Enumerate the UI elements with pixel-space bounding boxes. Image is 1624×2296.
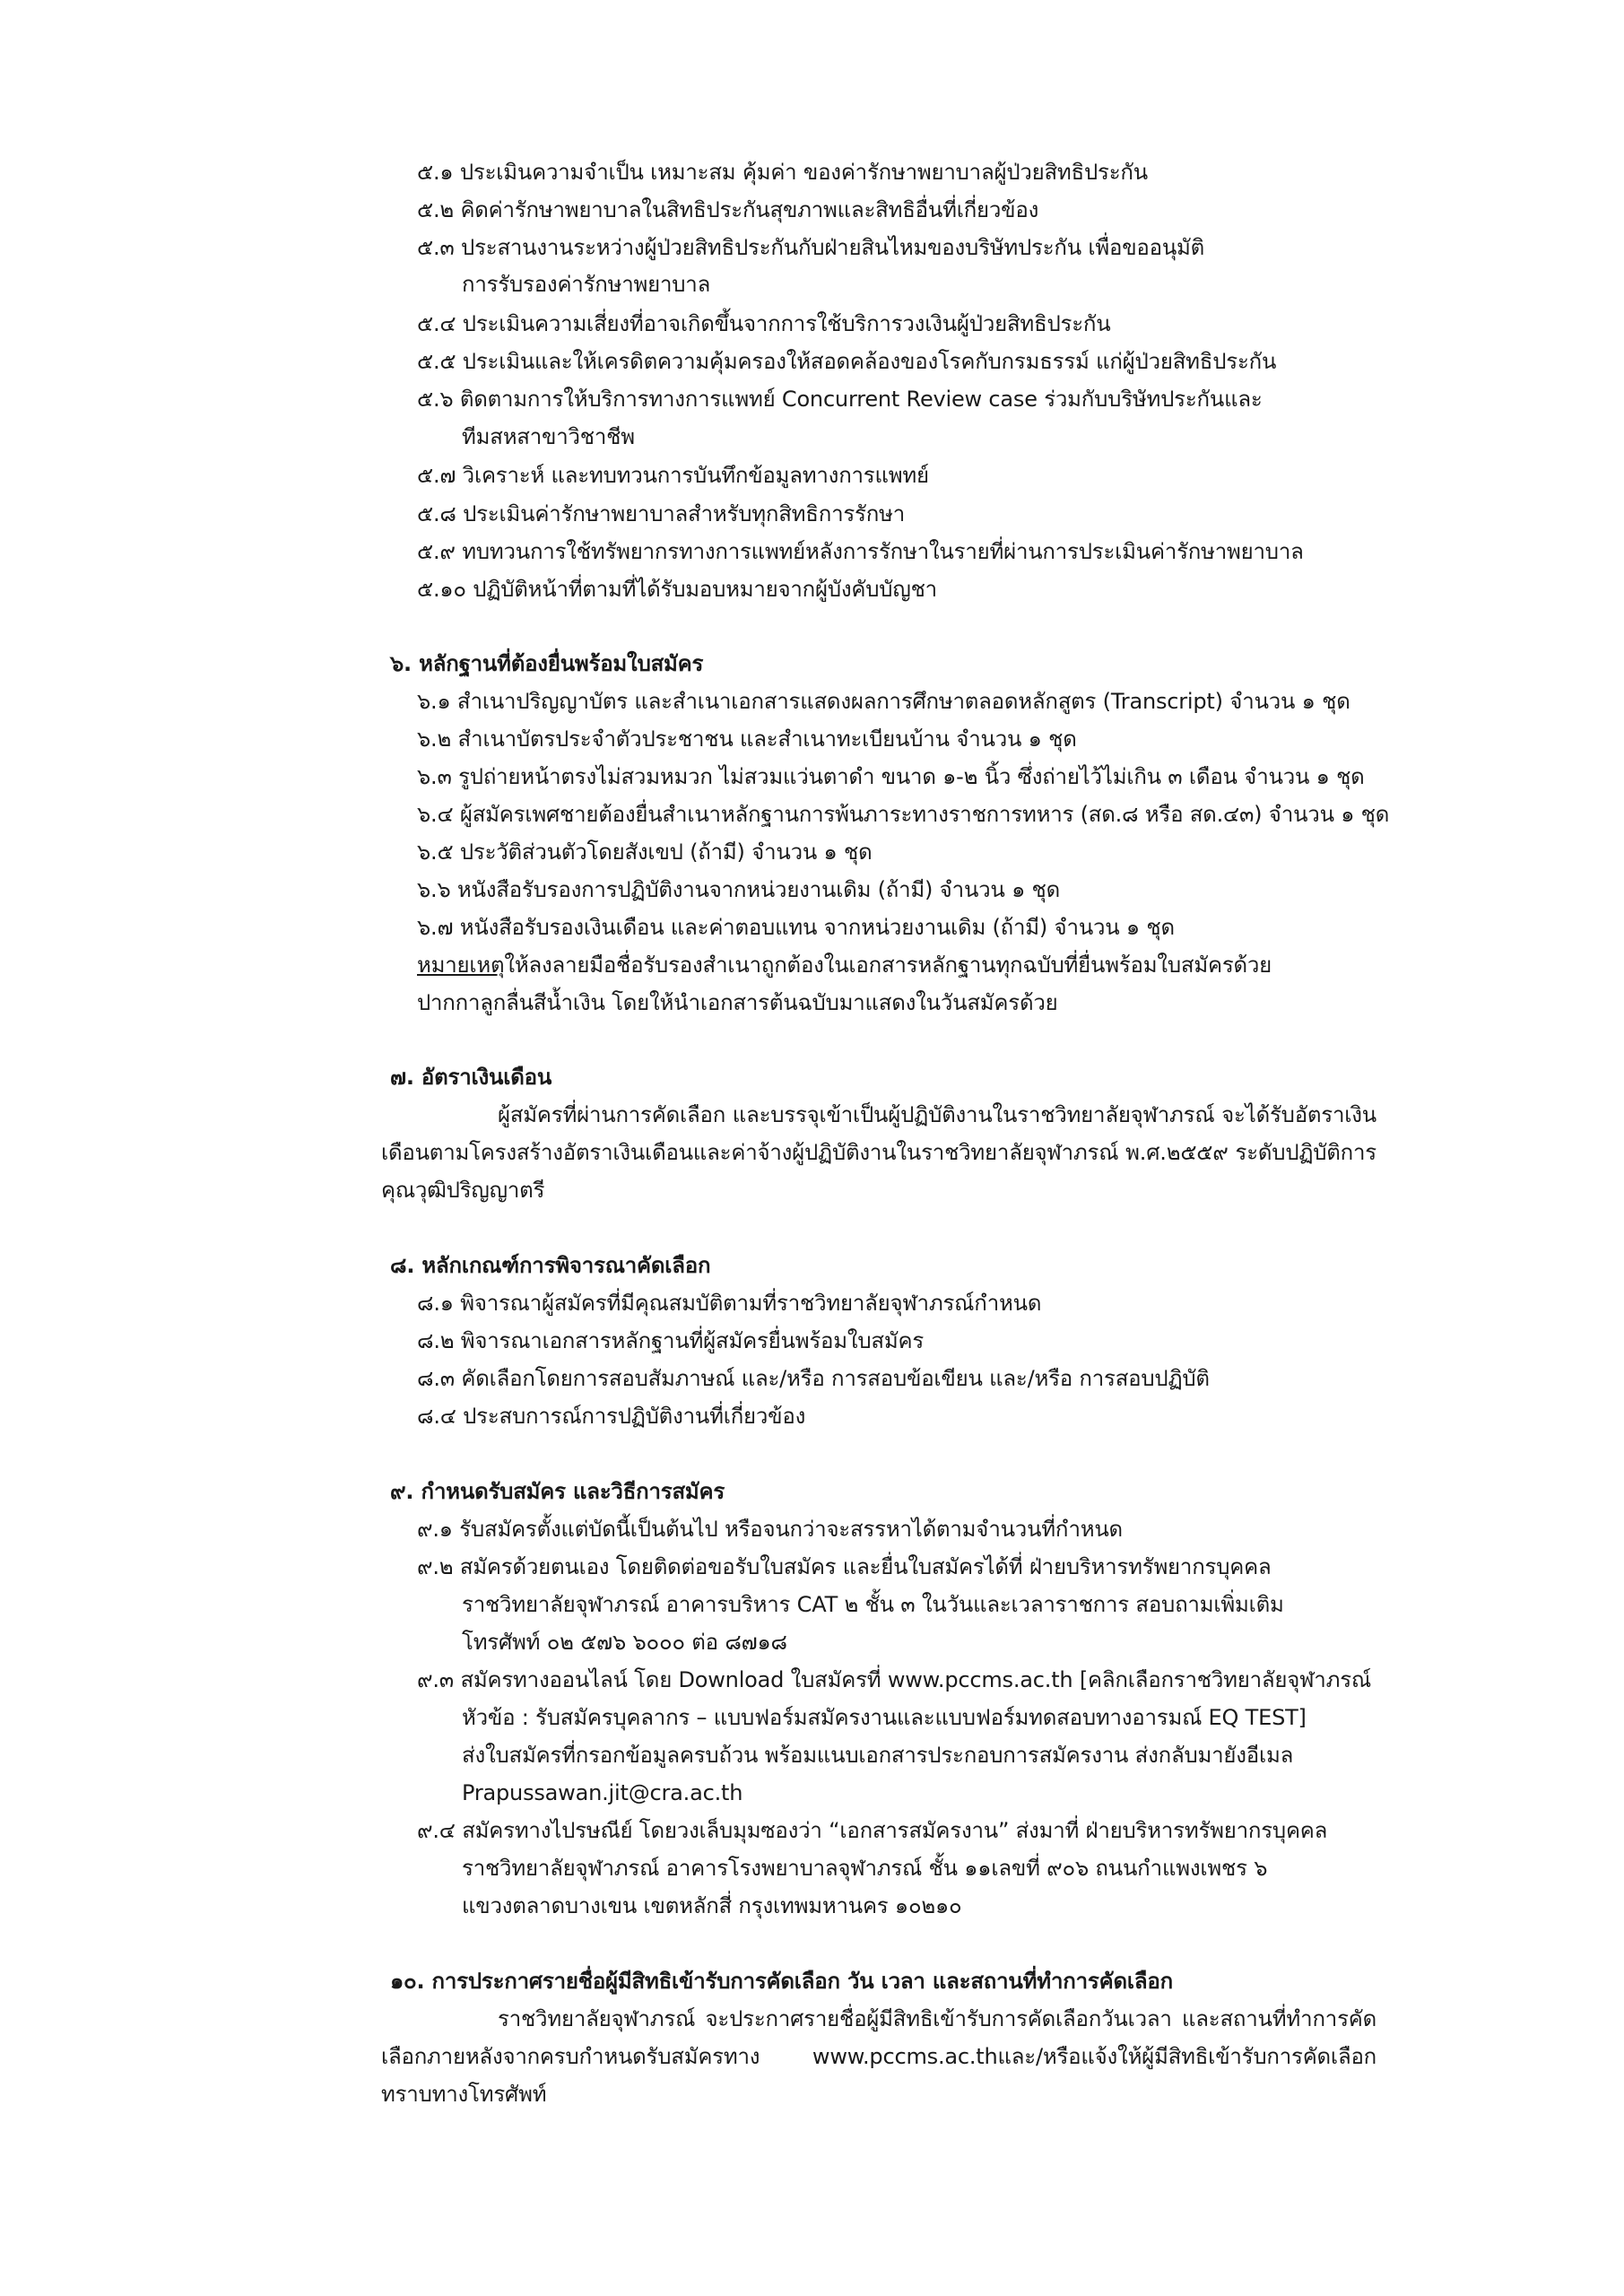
list-item: ๖.๗ หนังสือรับรองเงินเดือน และค่าตอบแทน จากหน่วยงานเดิม (ถ้ามี) จำนวน ๑ ชุด (417, 915, 1175, 940)
section-7-heading: ๗. อัตราเงินเดือน (390, 1065, 552, 1090)
list-item-continuation: โทรศัพท์ ๐๒ ๕๗๖ ๖๐๐๐ ต่อ ๘๗๑๘ (462, 1630, 787, 1655)
list-item: ๕.๕ ประเมินและให้เครดิตความคุ้มครองให้สอดคล้องของโรคกับกรมธรรม์ แก่ผู้ป่วยสิทธิประกัน (417, 349, 1277, 374)
section-6-heading: ๖. หลักฐานที่ต้องยื่นพร้อมใบสมัคร (390, 651, 704, 676)
list-item: ๖.๕ ประวัติส่วนตัวโดยสังเขป (ถ้ามี) จำนวน ๑ ชุด (417, 839, 873, 865)
list-item-continuation: แขวงตลาดบางเขน เขตหลักสี่ กรุงเทพมหานคร ๑๐๒๑๐ (462, 1893, 962, 1918)
note-continuation: ปากกาลูกลื่นสีน้ำเงิน โดยให้นำเอกสารต้นฉบับมาแสดงในวันสมัครด้วย (417, 990, 1058, 1015)
list-item: ๕.๔ ประเมินความเสี่ยงที่อาจเกิดขึ้นจากการใช้บริการวงเงินผู้ป่วยสิทธิประกัน (417, 311, 1111, 336)
list-item: ๖.๒ สำเนาบัตรประจำตัวประชาชน และสำเนาทะเบียนบ้าน จำนวน ๑ ชุด (417, 726, 1077, 752)
note-label: หมายเหตุ (417, 952, 505, 978)
list-item: ๕.๒ คิดค่ารักษาพยาบาลในสิทธิประกันสุขภาพและสิทธิอื่นที่เกี่ยวข้อง (417, 197, 1039, 222)
note (417, 954, 1272, 976)
list-item: ๙.๔ สมัครทางไปรษณีย์ โดยวงเล็บมุมซองว่า “เอกสารสมัครงาน” ส่งมาที่ ฝ่ายบริหารทรัพยากรบุคคล (417, 1818, 1328, 1843)
section-8-heading: ๘. หลักเกณฑ์การพิจารณาคัดเลือก (390, 1253, 711, 1278)
list-item: ๕.๖ ติดตามการให้บริการทางการแพทย์ Concurrent Review case ร่วมกับบริษัทประกันและ (417, 387, 1263, 412)
list-item-continuation: ราชวิทยาลัยจุฬาภรณ์ อาคารโรงพยาบาลจุฬาภรณ์ ชั้น ๑๑เลขที่ ๙๐๖ ถนนกำแพงเพชร ๖ (462, 1856, 1268, 1881)
list-item: ๘.๑ พิจารณาผู้สมัครที่มีคุณสมบัติตามที่ราชวิทยาลัยจุฬาภรณ์กำหนด (417, 1291, 1042, 1316)
list-item-continuation: ราชวิทยาลัยจุฬาภรณ์ อาคารบริหาร CAT ๒ ชั้น ๓ ในวันและเวลาราชการ สอบถามเพิ่มเติม (462, 1592, 1284, 1617)
list-item: ๕.๗ วิเคราะห์ และทบทวนการบันทึกข้อมูลทางการแพทย์ (417, 463, 929, 488)
paragraph-line: ผู้สมัครที่ผ่านการคัดเลือก และบรรจุเข้าเป็นผู้ปฏิบัติงานในราชวิทยาลัยจุฬาภรณ์ จะได้รับอัตราเงิน (498, 1102, 1376, 1127)
paragraph-line: ทราบทางโทรศัพท์ (381, 2082, 547, 2107)
paragraph-line: คุณวุฒิปริญญาตรี (381, 1178, 545, 1203)
list-item: ๘.๔ ประสบการณ์การปฏิบัติงานที่เกี่ยวข้อง (417, 1404, 806, 1429)
section-10-heading: ๑๐. การประกาศรายชื่อผู้มีสิทธิเข้ารับการคัดเลือก วัน เวลา และสถานที่ทำการคัดเลือก (390, 1969, 1173, 1994)
list-item: ๖.๑ สำเนาปริญญาบัตร และสำเนาเอกสารแสดงผลการศึกษาตลอดหลักสูตร (Transcript) จำนวน ๑ ชุด (417, 689, 1350, 714)
list-item: ๘.๓ คัดเลือกโดยการสอบสัมภาษณ์ และ/หรือ การสอบข้อเขียน และ/หรือ การสอบปฏิบัติ (417, 1366, 1210, 1391)
email-address: Prapussawan.jit@cra.ac.th (462, 1780, 743, 1805)
list-item: ๕.๑๐ ปฏิบัติหน้าที่ตามที่ได้รับมอบหมายจากผู้บังคับบัญชา (417, 577, 937, 602)
list-item-continuation: หัวข้อ : รับสมัครบุคลากร – แบบฟอร์มสมัครงานและแบบฟอร์มทดสอบทางอารมณ์ EQ TEST] (462, 1705, 1307, 1730)
list-item: ๕.๙ ทบทวนการใช้ทรัพยากรทางการแพทย์หลังการรักษาในรายที่ผ่านการประเมินค่ารักษาพยาบาล (417, 539, 1304, 564)
section-9-heading: ๙. กำหนดรับสมัคร และวิธีการสมัคร (390, 1479, 725, 1504)
list-item-continuation: ทีมสหสาขาวิชาชีพ (462, 424, 635, 449)
paragraph-line: ราชวิทยาลัยจุฬาภรณ์ จะประกาศรายชื่อผู้มีสิทธิเข้ารับการคัดเลือกวันเวลา และสถานที่ทำการคัด (498, 2006, 1376, 2031)
list-item: ๖.๔ ผู้สมัครเพศชายต้องยื่นสำเนาหลักฐานการพ้นภาระทางราชการทหาร (สด.๘ หรือ สด.๔๓) จำนวน ๑ ชุด (417, 802, 1390, 827)
note-text: ให้ลงลายมือชื่อรับรองสำเนาถูกต้องในเอกสารหลักฐานทุกฉบับที่ยื่นพร้อมใบสมัครด้วย (504, 952, 1272, 978)
list-item-continuation: การรับรองค่ารักษาพยาบาล (462, 272, 711, 297)
list-item: ๕.๘ ประเมินค่ารักษาพยาบาลสำหรับทุกสิทธิการรักษา (417, 501, 905, 526)
list-item: ๙.๓ สมัครทางออนไลน์ โดย Download ใบสมัครที่ www.pccms.ac.th [คลิกเลือกราชวิทยาลัยจุฬาภรณ์ (417, 1667, 1371, 1692)
list-item: ๙.๑ รับสมัครตั้งแต่บัดนี้เป็นต้นไป หรือจนกว่าจะสรรหาได้ตามจำนวนที่กำหนด (417, 1517, 1123, 1542)
paragraph-line: เลือกภายหลังจากครบกำหนดรับสมัครทาง www.pccms.ac.thและ/หรือแจ้งให้ผู้มีสิทธิเข้ารับการคัดเลือก (381, 2044, 1376, 2069)
list-item: ๖.๖ หนังสือรับรองการปฏิบัติงานจากหน่วยงานเดิม (ถ้ามี) จำนวน ๑ ชุด (417, 877, 1061, 902)
list-item-continuation: ส่งใบสมัครที่กรอกข้อมูลครบถ้วน พร้อมแนบเอกสารประกอบการสมัครงาน ส่งกลับมายังอีเมล (462, 1743, 1294, 1768)
list-item: ๘.๒ พิจารณาเอกสารหลักฐานที่ผู้สมัครยื่นพร้อมใบสมัคร (417, 1328, 925, 1353)
list-item: ๕.๓ ประสานงานระหว่างผู้ป่วยสิทธิประกันกับฝ่ายสินไหมของบริษัทประกัน เพื่อขออนุมัติ (417, 235, 1205, 260)
list-item: ๙.๒ สมัครด้วยตนเอง โดยติดต่อขอรับใบสมัคร และยื่นใบสมัครได้ที่ ฝ่ายบริหารทรัพยากรบุคคล (417, 1554, 1272, 1579)
list-item: ๖.๓ รูปถ่ายหน้าตรงไม่สวมหมวก ไม่สวมแว่นตาดำ ขนาด ๑-๒ นิ้ว ซึ่งถ่ายไว้ไม่เกิน ๓ เดือน จำนวน ๑ ชุด (417, 764, 1365, 789)
paragraph-line: เดือนตามโครงสร้างอัตราเงินเดือนและค่าจ้างผู้ปฏิบัติงานในราชวิทยาลัยจุฬาภรณ์ พ.ศ.๒๕๕๙ ระดับปฏิบัติการ (381, 1140, 1376, 1165)
list-item: ๕.๑ ประเมินความจำเป็น เหมาะสม คุ้มค่า ของค่ารักษาพยาบาลผู้ป่วยสิทธิประกัน (417, 160, 1148, 185)
